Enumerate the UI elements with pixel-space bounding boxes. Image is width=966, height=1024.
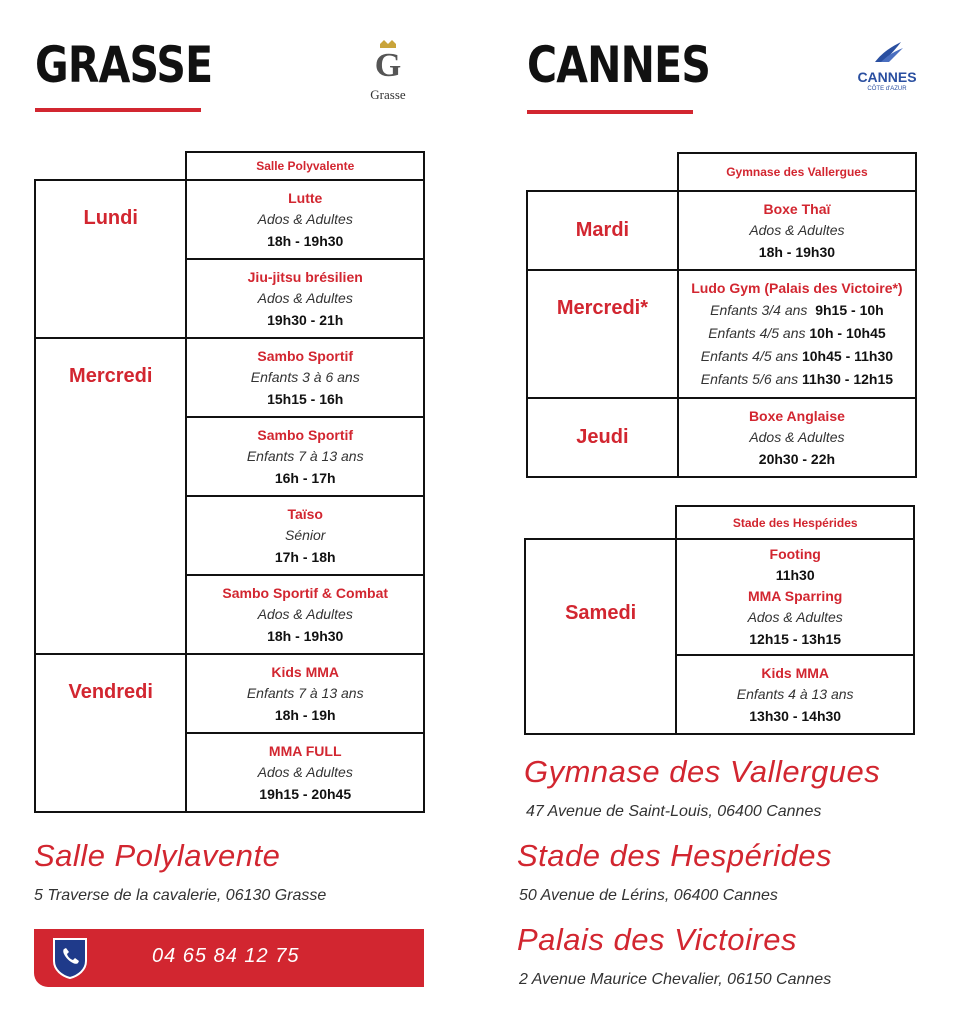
time-range: 20h30 - 22h <box>758 450 836 467</box>
time-range: 19h30 - 21h <box>267 311 344 328</box>
audience-label: Sénior <box>284 526 326 543</box>
grasse-title: GRASSE <box>35 36 213 94</box>
day-mercredi: Mercredi <box>35 338 186 654</box>
cannes-place-name: Stade des Hespérides <box>517 838 833 873</box>
activity-name: Footing <box>769 546 821 562</box>
audience-label: Ados & Adultes <box>749 221 845 238</box>
session-cell <box>186 259 424 338</box>
phone-icon <box>50 937 90 979</box>
session-cell <box>186 180 424 259</box>
session-cell <box>678 398 916 477</box>
session-cell <box>186 338 424 417</box>
phone-bar[interactable] <box>34 929 424 987</box>
cannes-venue2-header: Stade des Hespérides <box>676 506 914 539</box>
time-range: 13h30 - 14h30 <box>749 707 842 724</box>
session-cell <box>678 191 916 270</box>
day-jeudi: Jeudi <box>527 398 678 477</box>
cannes-wing-icon <box>867 40 907 64</box>
activity-name: Ludo Gym (Palais des Victoire*) <box>691 279 903 296</box>
activity-name: Sambo Sportif <box>257 347 354 364</box>
svg-text:G: G <box>374 47 402 82</box>
audience-label: Ados & Adultes <box>257 763 353 780</box>
time-range: 11h30 <box>775 567 815 583</box>
grasse-schedule-table <box>34 151 425 813</box>
cannes-title: CANNES <box>527 36 711 94</box>
time-range: 18h - 19h30 <box>758 243 836 260</box>
day-lundi: Lundi <box>35 180 186 338</box>
time-range: 18h - 19h30 <box>267 232 344 249</box>
audience-label: Enfants 7 à 13 ans <box>246 684 364 701</box>
time-range: 16h - 17h <box>274 469 336 486</box>
ludo-row: Enfants 4/5 ans 10h45 - 11h30 <box>700 347 894 364</box>
cannes-place-name: Palais des Victoires <box>517 922 797 957</box>
ludo-row: Enfants 5/6 ans 11h30 - 12h15 <box>700 370 894 387</box>
ludo-row: Enfants 3/4 ans 9h15 - 10h <box>710 301 884 318</box>
cannes-place-address: 47 Avenue de Saint-Louis, 06400 Cannes <box>526 803 822 820</box>
grasse-venue-header: Salle Polyvalente <box>186 152 424 180</box>
phone-number[interactable]: 04 65 84 12 75 <box>152 945 300 967</box>
cannes-place-address: 50 Avenue de Lérins, 06400 Cannes <box>519 887 778 904</box>
activity-name: Boxe Anglaise <box>748 407 845 424</box>
cannes-vallergues-table <box>526 152 917 478</box>
activity-name: Lutte <box>288 189 323 206</box>
ludo-row: Enfants 4/5 ans 10h - 10h45 <box>708 324 886 341</box>
grasse-place-address: 5 Traverse de la cavalerie, 06130 Grasse <box>34 887 327 904</box>
time-range: 19h15 - 20h45 <box>259 785 352 802</box>
session-cell <box>186 733 424 812</box>
session-cell <box>678 270 916 398</box>
day-mardi: Mardi <box>527 191 678 270</box>
time-range: 12h15 - 13h15 <box>749 631 842 647</box>
audience-label: Ados & Adultes <box>257 605 353 622</box>
cannes-hesperides-table <box>524 505 915 735</box>
cannes-place-address: 2 Avenue Maurice Chevalier, 06150 Cannes <box>519 971 832 988</box>
activity-name: Kids MMA <box>271 663 340 680</box>
activity-name: Jiu-jitsu brésilien <box>247 268 363 285</box>
activity-name: Sambo Sportif & Combat <box>222 584 389 601</box>
audience-label: Enfants 3 à 6 ans <box>250 368 360 385</box>
activity-name: Boxe Thaï <box>763 200 831 217</box>
activity-name: MMA Sparring <box>747 588 843 604</box>
activity-name: Taïso <box>287 505 323 522</box>
activity-name: MMA FULL <box>268 742 342 759</box>
audience-label: Ados & Adultes <box>747 609 843 625</box>
session-cell <box>676 655 914 734</box>
grasse-place-name: Salle Polylavente <box>34 838 281 873</box>
session-cell <box>186 654 424 733</box>
day-vendredi: Vendredi <box>35 654 186 812</box>
cannes-logo-subtext: CÔTE d'AZUR <box>867 86 907 92</box>
activity-name: Kids MMA <box>761 664 830 681</box>
grasse-logo-text: Grasse <box>370 87 406 102</box>
grasse-logo <box>364 40 412 102</box>
time-range: 18h - 19h <box>274 706 336 723</box>
audience-label: Ados & Adultes <box>257 289 353 306</box>
session-cell <box>676 539 914 655</box>
activity-name: Sambo Sportif <box>257 426 354 443</box>
time-range: 15h15 - 16h <box>267 390 344 407</box>
session-cell <box>186 417 424 496</box>
session-cell <box>186 496 424 575</box>
day-samedi: Samedi <box>525 539 676 734</box>
grasse-crest-icon <box>364 40 412 82</box>
cannes-logo-text: CANNES <box>857 69 917 85</box>
cannes-logo <box>852 40 922 98</box>
day-mercredi-cannes: Mercredi* <box>527 270 678 398</box>
cannes-venue1-header: Gymnase des Vallergues <box>678 153 916 191</box>
time-range: 17h - 18h <box>274 548 336 565</box>
audience-label: Ados & Adultes <box>749 428 845 445</box>
cannes-place-name: Gymnase des Vallergues <box>524 754 881 789</box>
audience-label: Ados & Adultes <box>257 210 353 227</box>
cannes-title-underline <box>527 110 693 114</box>
time-range: 18h - 19h30 <box>267 627 344 644</box>
session-cell <box>186 575 424 654</box>
audience-label: Enfants 7 à 13 ans <box>246 447 364 464</box>
grasse-title-underline <box>35 108 201 112</box>
audience-label: Enfants 4 à 13 ans <box>736 685 854 702</box>
